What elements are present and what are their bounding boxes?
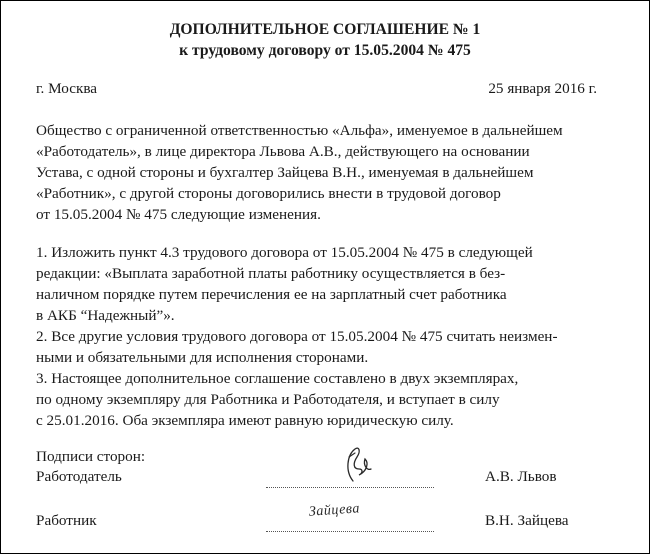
employer-signature-line bbox=[266, 487, 434, 488]
document-subtitle: к трудовому договору от 15.05.2004 № 475 bbox=[179, 42, 471, 59]
preamble-line: Общество с ограниченной ответственностью «Альфа», именуемое в дальнейшем bbox=[36, 122, 563, 139]
employer-name: А.В. Львов bbox=[485, 468, 557, 485]
preamble-line: «Работник», с другой стороны договорились внести в трудовой договор bbox=[36, 185, 501, 202]
clause-line: 2. Все другие условия трудового договора от 15.05.2004 № 475 считать неизмен- bbox=[36, 328, 558, 345]
signatures-heading: Подписи сторон: bbox=[36, 448, 146, 465]
preamble-line: Устава, с одной стороны и бухгалтер Зайцева В.Н., именуемая в дальнейшем bbox=[36, 164, 534, 181]
employer-label: Работодатель bbox=[36, 468, 122, 485]
city: г. Москва bbox=[36, 80, 98, 97]
clause-line: с 25.01.2016. Оба экземпляра имеют равную юридическую силу. bbox=[36, 412, 454, 429]
clause-line: редакции: «Выплата заработной платы работнику осуществляется в без- bbox=[36, 265, 506, 282]
employee-signature: Зайцева bbox=[308, 501, 361, 520]
employee-signature-line bbox=[266, 531, 434, 532]
employer-signature bbox=[339, 441, 379, 485]
employee-label: Работник bbox=[36, 512, 97, 529]
document-title: ДОПОЛНИТЕЛЬНОЕ СОГЛАШЕНИЕ № 1 bbox=[169, 21, 481, 38]
preamble-line: от 15.05.2004 № 475 следующие изменения. bbox=[36, 206, 321, 223]
clause-line: наличном порядке путем перечисления ее на зарплатный счет работника bbox=[36, 286, 507, 303]
preamble-line: «Работодатель», в лице директора Львова А.В., действующего на основании bbox=[36, 143, 530, 160]
clause-line: по одному экземпляру для Работника и Работодателя, и вступает в силу bbox=[36, 391, 500, 408]
clause-line: 3. Настоящее дополнительное соглашение составлено в двух экземплярах, bbox=[36, 370, 519, 387]
employee-name: В.Н. Зайцева bbox=[485, 512, 569, 529]
document-date: 25 января 2016 г. bbox=[488, 80, 597, 97]
clause-line: в АКБ “Надежный”». bbox=[36, 307, 175, 324]
clause-line: 1. Изложить пункт 4.3 трудового договора от 15.05.2004 № 475 в следующей bbox=[36, 244, 533, 261]
clause-line: ными и обязательными для исполнения сторонами. bbox=[36, 349, 369, 366]
